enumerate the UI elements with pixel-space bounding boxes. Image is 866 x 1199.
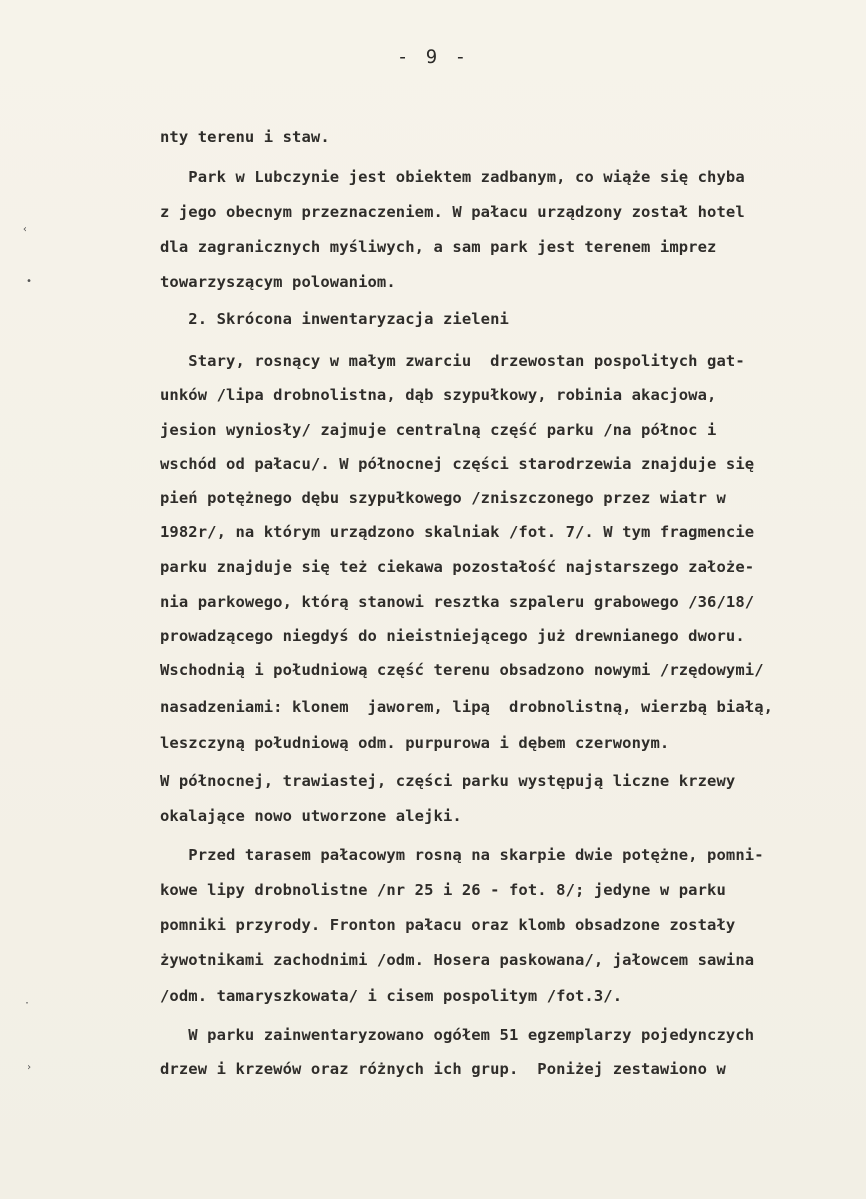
text-line: Wschodnią i południową część terenu obsadzono nowymi /rzędowymi/ (160, 661, 764, 679)
text-line: pomniki przyrody. Fronton pałacu oraz klomb obsadzone zostały (160, 916, 736, 934)
text-line: z jego obecnym przeznaczeniem. W pałacu urządzony został hotel (160, 203, 745, 221)
text-line: towarzyszącym polowaniom. (160, 273, 396, 291)
text-line: Stary, rosnący w małym zwarciu drzewostan pospolitych gat- (160, 352, 745, 370)
text-line: dla zagranicznych myśliwych, a sam park jest terenem imprez (160, 238, 717, 256)
text-line: kowe lipy drobnolistne /nr 25 i 26 - fot. 8/; jedyne w parku (160, 881, 726, 899)
text-line: nty terenu i staw. (160, 128, 330, 146)
text-line: 2. Skrócona inwentaryzacja zieleni (160, 310, 509, 328)
text-line: W parku zainwentaryzowano ogółem 51 egzemplarzy pojedynczych (160, 1026, 755, 1044)
text-line: leszczyną południową odm. purpurowa i dębem czerwonym. (160, 734, 670, 752)
text-line: drzew i krzewów oraz różnych ich grup. Poniżej zestawiono w (160, 1060, 726, 1078)
text-line: Przed tarasem pałacowym rosną na skarpie dwie potężne, pomni- (160, 846, 764, 864)
text-line: pień potężnego dębu szypułkowego /zniszczonego przez wiatr w (160, 489, 726, 507)
margin-mark: ‹ (22, 224, 29, 235)
text-line: nia parkowego, którą stanowi resztka szpaleru grabowego /36/18/ (160, 593, 755, 611)
page-number: - 9 - (396, 46, 470, 68)
text-line: W północnej, trawiastej, części parku występują liczne krzewy (160, 772, 736, 790)
text-line: /odm. tamaryszkowata/ i cisem pospolitym /fot.3/. (160, 987, 623, 1005)
margin-mark: › (26, 1062, 33, 1073)
text-line: parku znajduje się też ciekawa pozostałość najstarszego założe- (160, 558, 755, 576)
text-line: okalające nowo utworzone alejki. (160, 807, 462, 825)
text-line: wschód od pałacu/. W północnej części starodrzewia znajduje się (160, 455, 755, 473)
margin-mark: · (24, 998, 31, 1009)
margin-mark: • (26, 276, 33, 287)
text-line: żywotnikami zachodnimi /odm. Hosera paskowana/, jałowcem sawina (160, 951, 755, 969)
text-line: unków /lipa drobnolistna, dąb szypułkowy, robinia akacjowa, (160, 386, 717, 404)
text-line: prowadzącego niegdyś do nieistniejącego już drewnianego dworu. (160, 627, 745, 645)
text-line: jesion wyniosły/ zajmuje centralną część parku /na północ i (160, 421, 717, 439)
text-line: nasadzeniami: klonem jaworem, lipą drobnolistną, wierzbą białą, (160, 698, 774, 716)
text-line: Park w Lubczynie jest obiektem zadbanym, co wiąże się chyba (160, 168, 745, 186)
text-line: 1982r/, na którym urządzono skalniak /fot. 7/. W tym fragmencie (160, 523, 755, 541)
